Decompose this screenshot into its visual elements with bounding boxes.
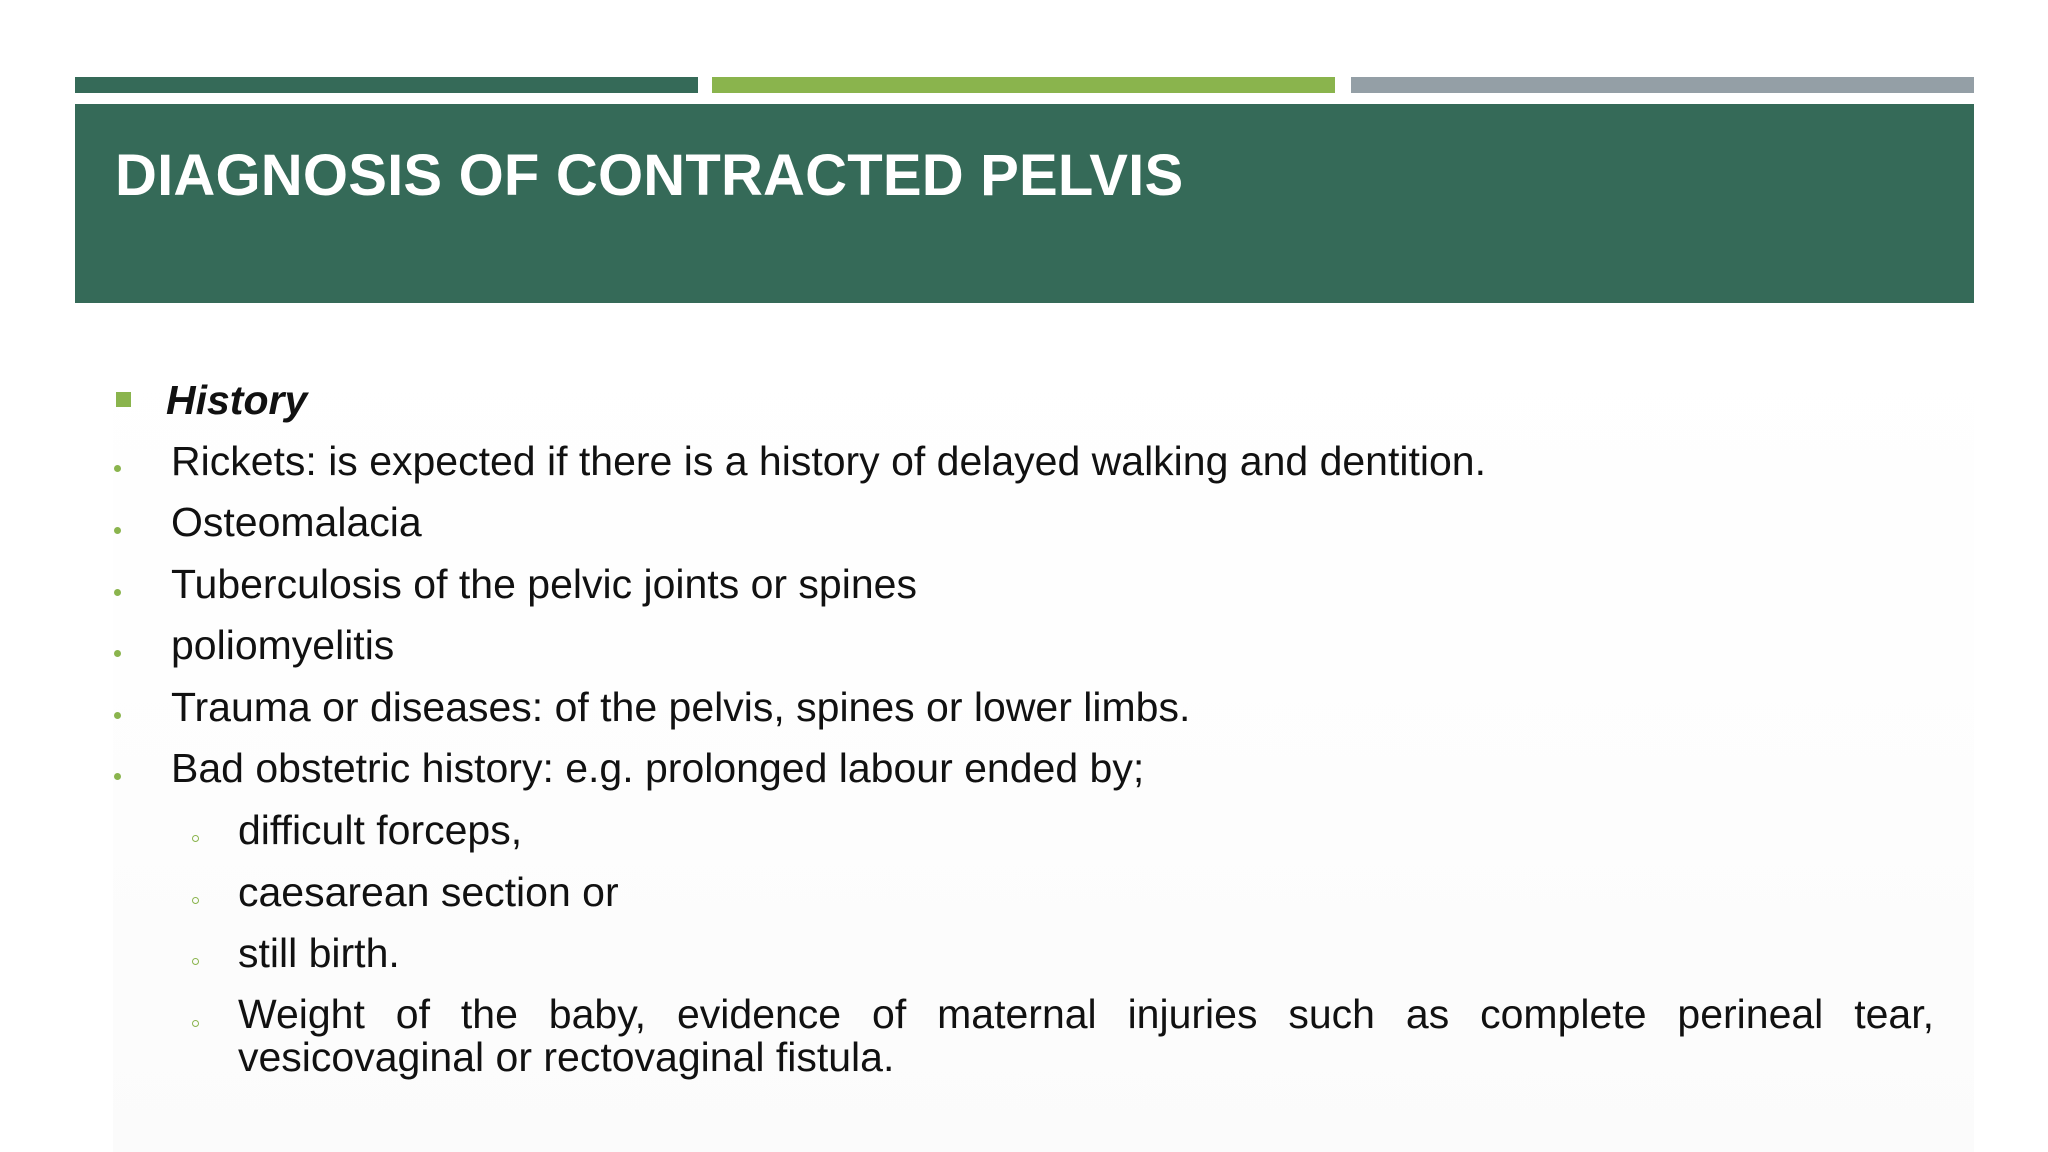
- dot-bullet-icon: [114, 650, 121, 657]
- dot-bullet-icon: [114, 589, 121, 596]
- ring-bullet-icon: [192, 897, 199, 904]
- square-bullet-icon: [116, 392, 131, 407]
- dot-bullet-icon: [114, 773, 121, 780]
- sub-list-item: caesarean section or: [238, 869, 619, 915]
- accent-bar-dark-green: [75, 77, 698, 93]
- dot-bullet-icon: [114, 465, 121, 472]
- accent-bar-light-green: [712, 77, 1335, 93]
- list-item: Tuberculosis of the pelvic joints or spines: [171, 561, 917, 607]
- title-banner: [75, 104, 1974, 303]
- sub-list-item: difficult forceps,: [238, 807, 523, 853]
- list-item: Rickets: is expected if there is a history of delayed walking and dentition.: [171, 438, 1486, 484]
- list-item: Osteomalacia: [171, 499, 422, 545]
- dot-bullet-icon: [114, 527, 121, 534]
- ring-bullet-icon: [192, 835, 199, 842]
- sub-list-item: still birth.: [238, 930, 400, 976]
- slide-title: DIAGNOSIS OF CONTRACTED PELVIS: [115, 143, 1184, 208]
- list-item: Bad obstetric history: e.g. prolonged labour ended by;: [171, 745, 1145, 791]
- accent-bar-gray: [1351, 77, 1974, 93]
- sub-list-item: Weight of the baby, evidence of maternal injuries such as complete perineal tear, vesicovaginal or rectovaginal fistula.: [238, 991, 1934, 1080]
- list-item: Trauma or diseases: of the pelvis, spines or lower limbs.: [171, 684, 1191, 730]
- ring-bullet-icon: [192, 1020, 199, 1027]
- section-heading: History: [166, 377, 308, 423]
- ring-bullet-icon: [192, 958, 199, 965]
- dot-bullet-icon: [114, 712, 121, 719]
- list-item: poliomyelitis: [171, 622, 395, 668]
